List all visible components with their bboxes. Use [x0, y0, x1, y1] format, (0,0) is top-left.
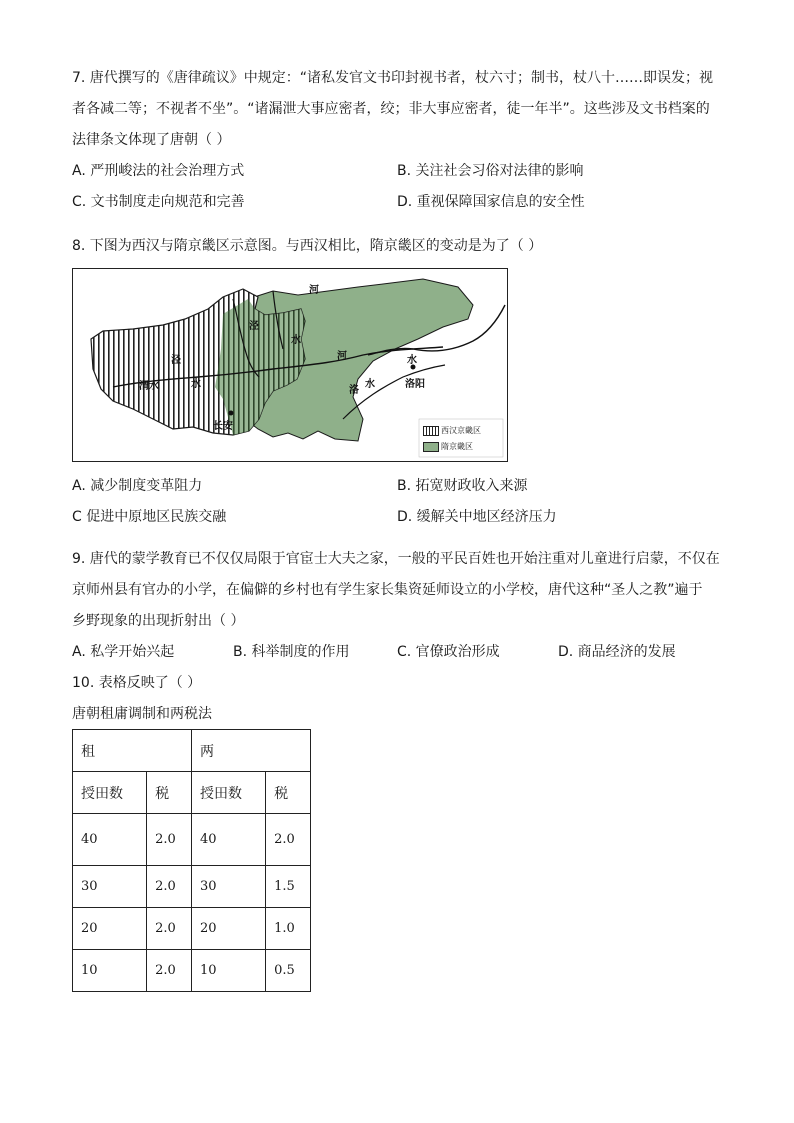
table-row	[73, 866, 311, 908]
map-label-shui-luo: 水	[365, 379, 375, 390]
q9-option-a: A. 私学开始兴起	[72, 644, 175, 660]
map-label-shui-right: 水	[407, 355, 417, 366]
q8-option-a: A. 减少制度变革阻力	[72, 478, 203, 494]
q9-stem-line-2: 京师州县有官办的小学，在偏僻的乡村也有学生家长集资延师设立的小学校，唐代这种“圣人之教”遍于	[72, 582, 703, 598]
table-subheader-row	[73, 772, 311, 814]
q7-stem-line-1: 7. 唐代撰写的《唐律疏议》中规定：“诸私发官文书印封视书者，杖六寸；制书，杖八十……即误发；视	[72, 70, 714, 86]
table-row	[73, 814, 311, 866]
map-label-wei: 渭水	[139, 381, 159, 392]
subheader-tax-2: 税	[266, 772, 311, 814]
cell-land-2: 20	[192, 908, 266, 950]
map-label-changan: 长安	[213, 421, 233, 432]
cell-tax-2: 1.0	[266, 908, 311, 950]
cell-tax-2: 1.5	[266, 866, 311, 908]
legend-sui	[423, 441, 473, 452]
cell-land-2: 30	[192, 866, 266, 908]
q9-option-b: B. 科举制度的作用	[233, 644, 350, 660]
subheader-tax-1: 税	[147, 772, 192, 814]
q7-option-d: D. 重视保障国家信息的安全性	[397, 194, 585, 210]
cell-land-1: 40	[73, 814, 147, 866]
map-label-shui-left: 水	[291, 335, 301, 346]
cell-tax-1: 2.0	[147, 814, 192, 866]
q9-stem-line-1: 9. 唐代的蒙学教育已不仅仅局限于官宦士大夫之家，一般的平民百姓也开始注重对儿童进行启蒙，不仅在	[72, 551, 720, 567]
q8-stem: 8. 下图为西汉与隋京畿区示意图。与西汉相比，隋京畿区的变动是为了（ ）	[72, 238, 543, 254]
cell-land-1: 20	[73, 908, 147, 950]
q9-option-d: D. 商品经济的发展	[558, 644, 676, 660]
cell-land-1: 30	[73, 866, 147, 908]
map-label-he-top: 河	[309, 285, 319, 296]
legend-sui-label: 隋京畿区	[441, 442, 473, 451]
cell-tax-2: 0.5	[266, 950, 311, 992]
q8-option-c: C 促进中原地区民族交融	[72, 509, 227, 525]
table-header-row	[73, 730, 311, 772]
map-label-luo: 洛	[349, 385, 359, 396]
q7-option-a: A. 严刑峻法的社会治理方式	[72, 163, 245, 179]
q7-option-c: C. 文书制度走向规范和完善	[72, 194, 245, 210]
legend-hatch-swatch	[423, 426, 439, 436]
header-zu: 租	[73, 730, 192, 772]
map-label-jing-left: 泾	[171, 355, 181, 366]
map-label-luoyang: 洛阳	[405, 379, 425, 390]
table-row	[73, 908, 311, 950]
cell-tax-2: 2.0	[266, 814, 311, 866]
legend-green-swatch	[423, 442, 439, 452]
header-liang: 两	[192, 730, 311, 772]
map-label-he-mid: 河	[337, 351, 347, 362]
cell-tax-1: 2.0	[147, 908, 192, 950]
subheader-land-2: 授田数	[192, 772, 266, 814]
q8-option-b: B. 拓宽财政收入来源	[397, 478, 528, 494]
capital-region-map	[72, 268, 508, 462]
cell-tax-1: 2.0	[147, 950, 192, 992]
legend-western-han	[423, 425, 481, 436]
q7-stem-line-2: 者各减二等；不视者不坐”。“诸漏泄大事应密者，绞；非大事应密者，徒一年半”。这些涉及文书档案的	[72, 101, 710, 117]
map-label-shui-mid: 水	[191, 379, 201, 390]
subheader-land-1: 授田数	[73, 772, 147, 814]
cell-land-1: 10	[73, 950, 147, 992]
q9-stem-line-3: 乡野现象的出现折射出（ ）	[72, 613, 245, 629]
q10-table-title: 唐朝租庸调制和两税法	[72, 706, 212, 722]
q7-stem-line-3: 法律条文体现了唐朝（ ）	[72, 132, 231, 148]
q7-option-b: B. 关注社会习俗对法律的影响	[397, 163, 584, 179]
legend-western-han-label: 西汉京畿区	[441, 426, 481, 435]
cell-tax-1: 2.0	[147, 866, 192, 908]
changan-marker	[229, 411, 234, 416]
q8-option-d: D. 缓解关中地区经济压力	[397, 509, 557, 525]
q9-option-c: C. 官僚政治形成	[397, 644, 500, 660]
cell-land-2: 40	[192, 814, 266, 866]
cell-land-2: 10	[192, 950, 266, 992]
q10-stem: 10. 表格反映了（ ）	[72, 675, 202, 691]
table-row	[73, 950, 311, 992]
map-label-jing-top: 泾	[249, 321, 259, 332]
tax-system-table	[72, 729, 311, 992]
